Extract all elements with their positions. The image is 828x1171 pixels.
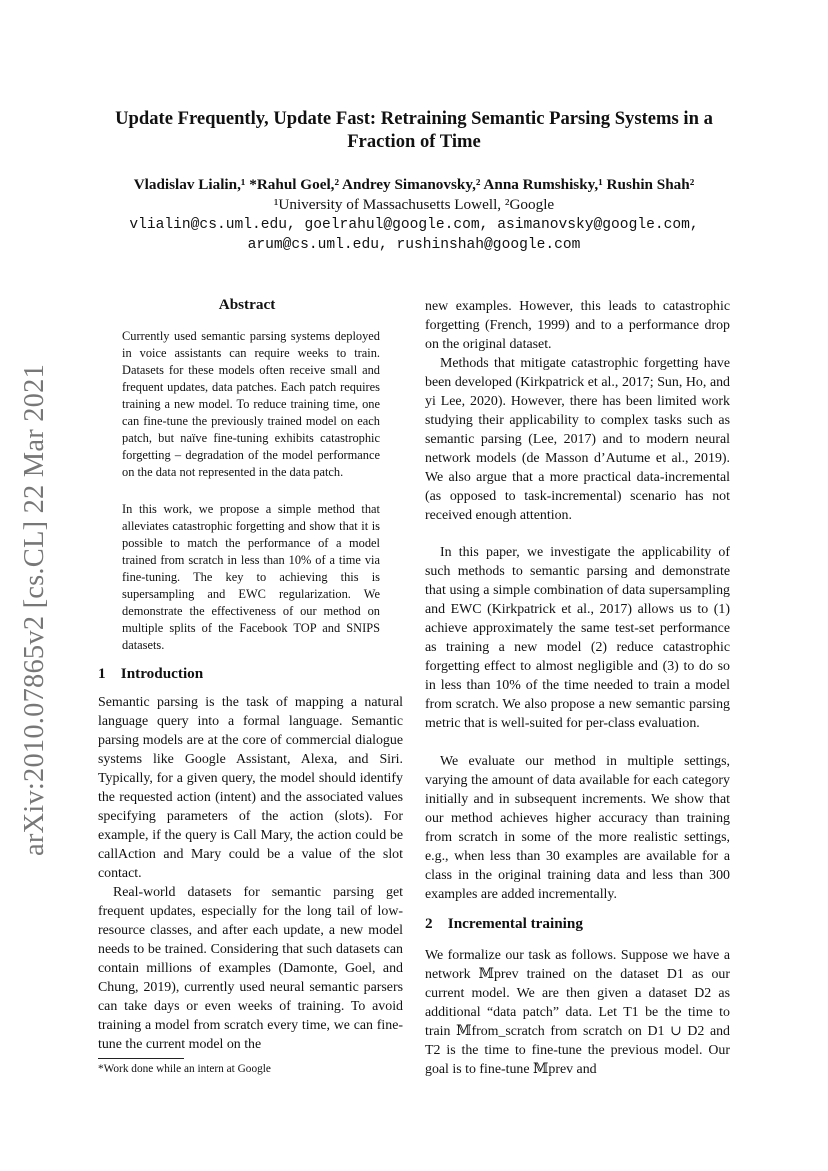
footnote-rule <box>98 1058 184 1059</box>
affiliation: ¹University of Massachusetts Lowell, ²Google <box>273 196 555 213</box>
paper-title: Update Frequently, Update Fast: Retraining Semantic Parsing Systems in a Fraction of Time <box>115 108 713 152</box>
right-paragraph-3 <box>425 752 730 904</box>
right-paragraph-1 <box>425 354 730 525</box>
right-p4: We formalize our task as follows. Suppose we have a network 𝕄prev trained on the dataset D1 as our current model. We are then given a dataset D2 as additional “data patch” data. Let T1 be the time to train 𝕄from_scratch from scratch on D1 ∪ D2 and T2 is the time to fine-tune the previous model. Our goal is to fine-tune 𝕄prev and <box>425 948 730 1077</box>
abstract-paragraph-2 <box>122 501 380 654</box>
right-p2: In this paper, we investigate the applicability of such methods to semantic parsing and demonstrate that using a simple combination of data supersampling and EWC (Kirkpatrick et al., 2017) allows us to (1) achieve approximately the same test-set performance as training a new model (2) reduce catastrophic forgetting effect to almost negligible and (3) to do so in less than 10% of the time needed to train a model from scratch. We also propose a new semantic parsing metric that is well-suited for per-class evaluation. <box>425 545 730 731</box>
author-emails: vlialin@cs.uml.edu, goelrahul@google.com, asimanovsky@google.com, arum@cs.uml.edu, rushinshah@google.com <box>129 217 699 253</box>
footnote: *Work done while an intern at Google <box>98 1063 271 1075</box>
intro-paragraph-1 <box>98 693 403 883</box>
right-p1: Methods that mitigate catastrophic forgetting have been developed (Kirkpatrick et al., 2017; Sun, Ho, and yi Lee, 2020). However, there has been limited work studying their applicability to complex tasks such as semantic parsing (Lee, 2017) and to modern neural network models (de Masson d’Autume et al., 2019). We also argue that a more practical data-incremental (as opposed to task-incremental) scenario has not received enough attention. <box>425 356 730 523</box>
intro-p2: Real-world datasets for semantic parsing get frequent updates, especially for the long tail of low-resource classes, and after each update, a new model needs to be trained. Considering that such datasets can contain millions of examples (Damonte, Goel, and Chung, 2019), currently used neural semantic parsers can take days or even weeks of training. To avoid training a model from scratch every time, we can fine-tune the current model on the <box>98 885 403 1052</box>
section-heading-introduction: 1 Introduction <box>98 665 204 682</box>
right-p3: We evaluate our method in multiple settings, varying the amount of data available for each category initially and in subsequent increments. We show that our method achieves higher accuracy than training from scratch in some of the more realistic settings, e.g., when less than 30 examples are available for a class in the original training data and less than 300 examples are added incrementally. <box>425 754 730 902</box>
intro-paragraph-2 <box>98 883 403 1054</box>
abstract-p1: Currently used semantic parsing systems deployed in voice assistants can require weeks to train. Datasets for these models often receive small and frequent updates, data patches. Each patch requires training a new model. To reduce training time, one can fine-tune the previously trained model on each patch, but naïve fine-tuning exhibits catastrophic forgetting – degradation of the model performance on the data not represented in the data patch. <box>122 329 380 480</box>
arxiv-id: arXiv:2010.07865v2 [cs.CL] 22 Mar 2021 <box>18 363 50 857</box>
right-p0: new examples. However, this leads to catastrophic forgetting (French, 1999) and to a performance drop on the original dataset. <box>425 299 730 352</box>
section-heading-incremental-training: 2 Incremental training <box>425 915 583 932</box>
right-paragraph-4 <box>425 946 730 1079</box>
arxiv-sidebar-stamp <box>7 340 62 880</box>
abstract-heading: Abstract <box>218 296 276 313</box>
intro-p1: Semantic parsing is the task of mapping a natural language query into a formal language. Semantic parsing models are at the core of commercial dialogue systems like Google Assistant, Alexa, and Siri. Typically, for a given query, the model should identify the requested action (intent) and the associated values specifying parameters of the action (slots). For example, if the query is Call Mary, the action could be callAction and Mary could be a value of the slot contact. <box>98 695 403 881</box>
abstract-paragraph-1 <box>122 328 380 481</box>
right-paragraph-0 <box>425 297 730 354</box>
abstract-p2: In this work, we propose a simple method that alleviates catastrophic forgetting and show that it is possible to match the performance of a model trained from scratch in less than 10% of a time via fine-tuning. The key to achieving this is supersampling and EWC regularization. We demonstrate the effectiveness of our method on multiple splits of the Facebook TOP and SNIPS datasets. <box>122 502 380 653</box>
author-list: Vladislav Lialin,¹ *Rahul Goel,² Andrey Simanovsky,² Anna Rumshisky,¹ Rushin Shah² <box>133 176 695 193</box>
right-paragraph-2 <box>425 543 730 733</box>
